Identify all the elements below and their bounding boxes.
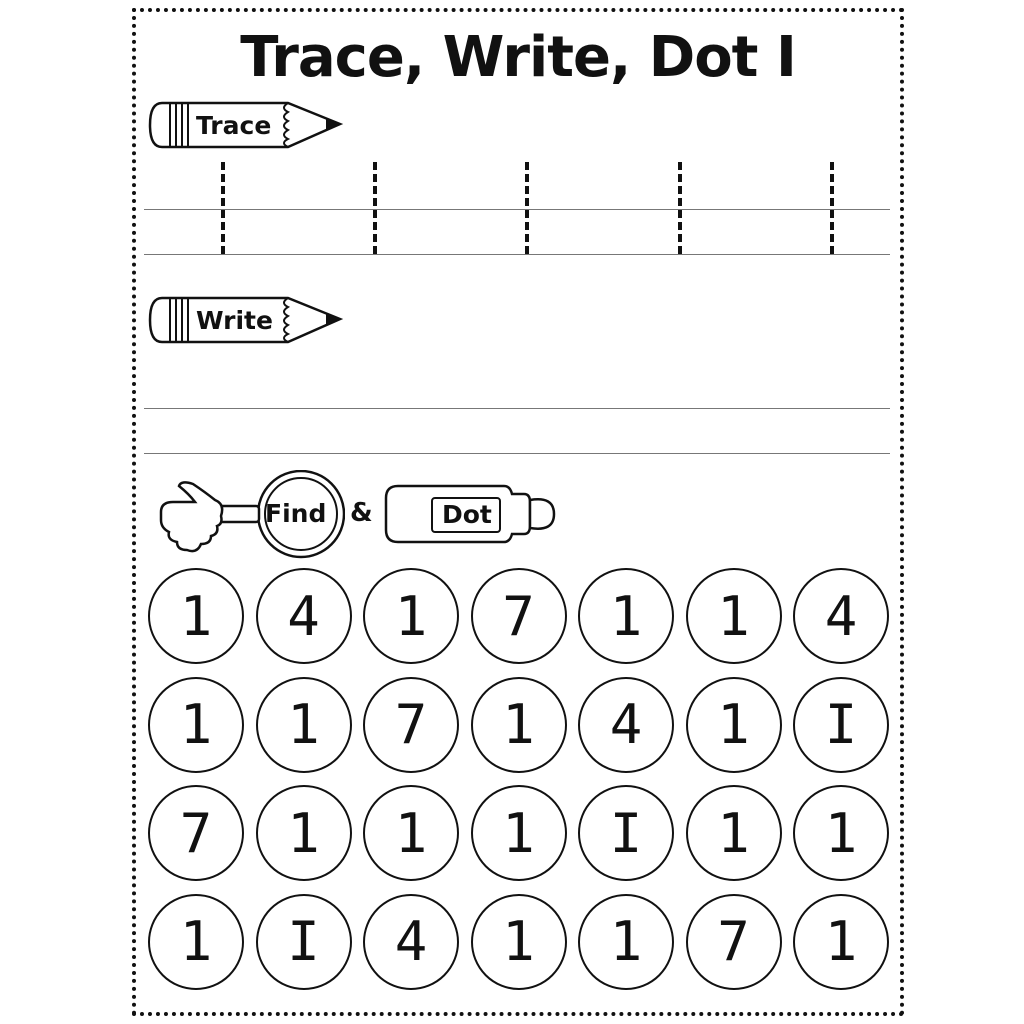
dot-circle[interactable]: 1	[686, 785, 782, 881]
dot-circle[interactable]: 1	[363, 568, 459, 664]
dot-circle[interactable]: I	[578, 785, 674, 881]
trace-midline	[144, 209, 890, 210]
dot-circle[interactable]: 7	[363, 677, 459, 773]
dot-circle[interactable]: 1	[148, 568, 244, 664]
dot-circle[interactable]: I	[256, 894, 352, 990]
write-baseline	[144, 453, 890, 454]
dot-label: Dot	[442, 500, 492, 529]
dot-circle[interactable]: 1	[256, 677, 352, 773]
trace-stroke	[373, 162, 377, 254]
dot-circle[interactable]: 1	[256, 785, 352, 881]
dot-circle[interactable]: 1	[793, 785, 889, 881]
dot-circle[interactable]: 1	[363, 785, 459, 881]
dot-circle[interactable]: 7	[148, 785, 244, 881]
dot-circle[interactable]: 1	[471, 785, 567, 881]
dot-circle[interactable]: 1	[793, 894, 889, 990]
dot-circle[interactable]: 1	[148, 677, 244, 773]
trace-stroke	[525, 162, 529, 254]
dot-circle[interactable]: 1	[148, 894, 244, 990]
dot-circle[interactable]: 1	[471, 677, 567, 773]
find-label: Find	[265, 499, 327, 528]
and-label: &	[350, 498, 373, 528]
dot-circle[interactable]: 1	[686, 677, 782, 773]
dot-circle[interactable]: I	[793, 677, 889, 773]
dot-circle[interactable]: 7	[471, 568, 567, 664]
dot-circle[interactable]: 1	[578, 568, 674, 664]
dot-circle[interactable]: 1	[686, 568, 782, 664]
dot-circle[interactable]: 4	[793, 568, 889, 664]
trace-stroke	[221, 162, 225, 254]
trace-label: Trace	[196, 111, 272, 140]
dot-circle[interactable]: 4	[256, 568, 352, 664]
dot-circle[interactable]: 1	[471, 894, 567, 990]
write-midline	[144, 408, 890, 409]
dot-circle[interactable]: 1	[578, 894, 674, 990]
trace-stroke	[830, 162, 834, 254]
dot-circle[interactable]: 4	[578, 677, 674, 773]
dot-circle[interactable]: 4	[363, 894, 459, 990]
trace-stroke	[678, 162, 682, 254]
dot-circle[interactable]: 7	[686, 894, 782, 990]
page-title: Trace, Write, Dot I	[240, 25, 796, 90]
write-label: Write	[196, 306, 273, 335]
trace-baseline	[144, 254, 890, 255]
